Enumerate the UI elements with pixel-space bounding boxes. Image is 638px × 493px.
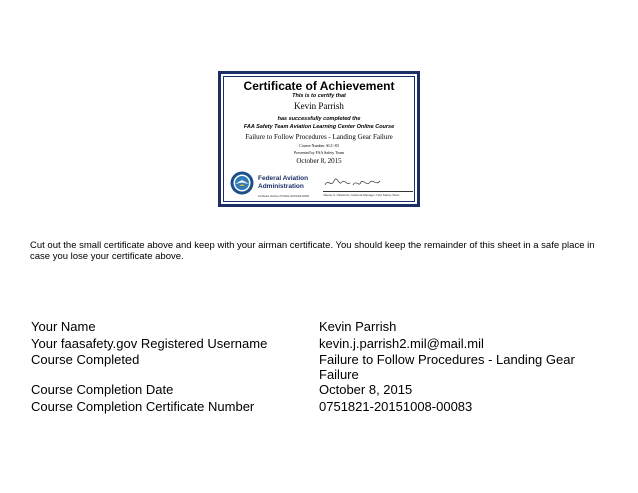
signature-line	[323, 191, 413, 192]
certificate-title: Certificate of Achievement	[243, 79, 395, 93]
label-completion-date: Course Completion Date	[31, 382, 174, 397]
recipient-name: Kevin Parrish	[294, 101, 344, 111]
value-completion-date: October 8, 2015	[319, 382, 413, 397]
label-username: Your faasafety.gov Registered Username	[31, 336, 268, 351]
value-username: kevin.j.parrish2.mil@mail.mil	[319, 336, 484, 351]
label-course-completed: Course Completed	[31, 352, 140, 367]
completed-text: has successfully completed the	[277, 116, 361, 122]
label-certificate-number: Course Completion Certificate Number	[31, 399, 255, 414]
value-course-completed: Failure to Follow Procedures - Landing Gear Failure	[319, 352, 575, 382]
value-name: Kevin Parrish	[319, 319, 397, 334]
program-name: FAA Safety Team Aviation Learning Center Online Course	[243, 124, 395, 130]
value-certificate-number: 0751821-20151008-00083	[319, 399, 473, 414]
signer-name: Valerie S. Palazzolo, National Manager, FAA Safety Team	[323, 193, 400, 197]
signature-icon	[323, 176, 383, 190]
certificate-card	[218, 71, 420, 207]
course-title: Failure to Follow Procedures - Landing Gear Failure	[245, 133, 393, 141]
agency-name: Federal Aviation Administration	[258, 175, 309, 190]
instructions-text: Cut out the small certificate above and keep with your airman certificate. You should keep the remainder of this sheet in a safe place in case you lose your certificate above.	[30, 240, 595, 262]
certificate-number-small: Certificate Number 0751821-20151008-00083	[258, 195, 310, 198]
label-name: Your Name	[31, 319, 96, 334]
faa-seal-icon	[230, 171, 254, 195]
certificate-date: October 8, 2015	[296, 157, 342, 165]
presented-by: Presented by FAA Safety Team	[293, 150, 344, 155]
course-number: Course Number ALC-83	[299, 143, 339, 148]
certify-text: This is to certify that	[292, 93, 346, 99]
